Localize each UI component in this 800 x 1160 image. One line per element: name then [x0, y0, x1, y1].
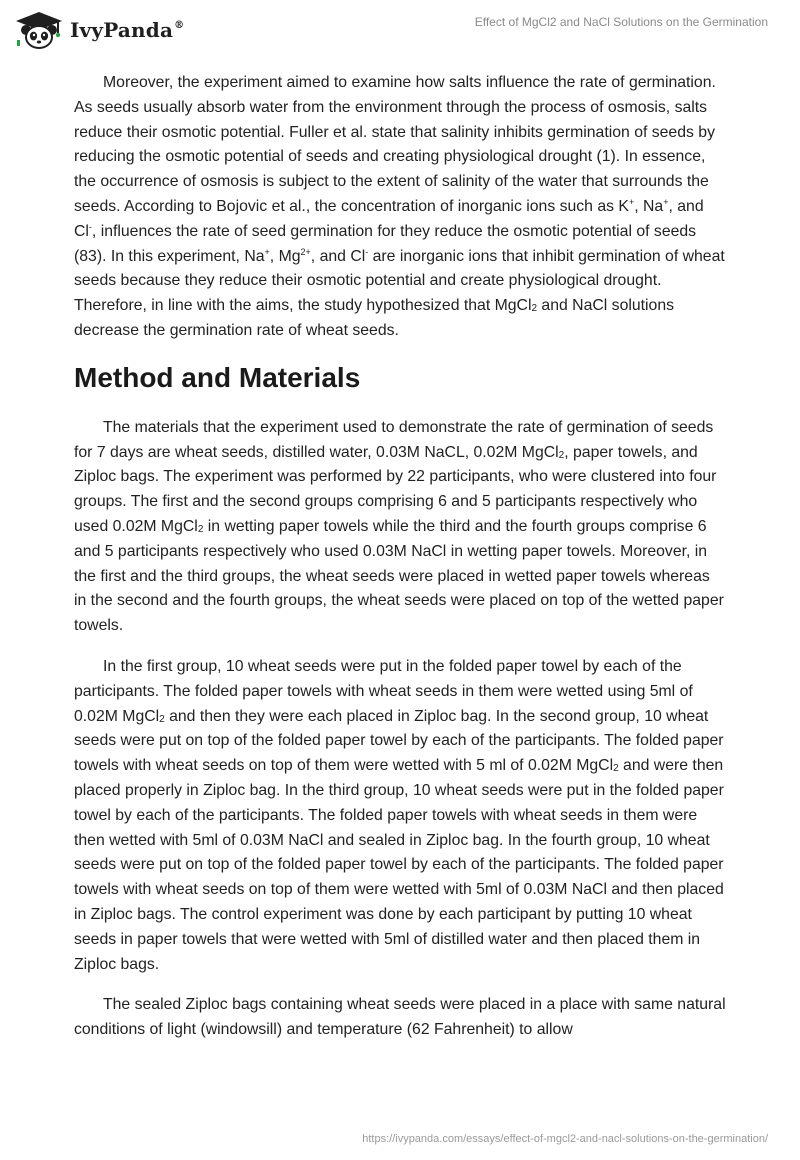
page-header — [0, 0, 800, 64]
ivypanda-logo[interactable] — [14, 10, 184, 50]
source-url[interactable]: https://ivypanda.com/essays/effect-of-mgcl2-and-nacl-solutions-on-the-germination/ — [362, 1133, 768, 1145]
paragraph-materials: The materials that the experiment used to demonstrate the rate of germination of seeds for 7 days are wheat seeds, distilled water, 0.03M NaCL, 0.02M MgCl$_2$, paper towels, and Ziploc bags. The experiment was performed by 22 participants, who were clustered into four groups. The first and the second groups comprising 6 and 5 participants respectively who used 0.02M MgCl$_2$ in wetting paper towels while the third and the fourth groups comprise 6 and 5 participants respectively who used 0.03M NaCl in wetting paper towels. Moreover, in the first and the third groups, the wheat seeds were placed in wetted paper towels whereas in the second and the fourth groups, the wheat seeds were placed on top of the wetted paper towels. — [74, 418, 724, 635]
paragraph-groups: In the first group, 10 wheat seeds were put in the folded paper towel by each of the participants. The folded paper towels with wheat seeds in them were wetted using 5ml of 0.02M MgCl$_2$ and then they were each placed in Ziploc bag. In the second group, 10 wheat seeds were put on top of the folded paper towel by each of the participants. The folded paper towels with wheat seeds on top of them were wetted with 5 ml of 0.02M MgCl$_2$ and were then placed properly in Ziploc bag. In the third group, 10 wheat seeds were put in the folded paper towel by each of the participants. The folded paper towels with wheat seeds in them were then wetted with 5ml of 0.03M NaCl and sealed in Ziploc bag. In the fourth group, 10 wheat seeds were put on top of the folded paper towel by each of the participants. The folded paper towels with wheat seeds on top of them were wetted with 5ml of 0.03M NaCl and then placed in Ziploc bags. The control experiment was done by each participant by putting 10 wheat seeds in paper towels that were wetted with 5ml of distilled water and then placed them in Ziploc bags. — [74, 657, 724, 973]
section-heading-method: Method and Materials — [74, 361, 361, 393]
panda-graduate-icon — [14, 10, 64, 50]
paragraph-conditions: The sealed Ziploc bags containing wheat seeds were placed in a place with same natural conditions of light (windowsill) and temperature (62 Fahrenheit) to allow — [74, 996, 726, 1039]
paragraph-osmosis: Moreover, the experiment aimed to examine how salts influence the rate of germination. As seeds usually absorb water from the environment through the process of osmosis, salts reduce their osmotic potential. Fuller et al. state that salinity inhibits germination of seeds by reducing the osmotic potential of seeds and creating physiological drought (1). In essence, the occurrence of osmosis is subject to the extent of salinity of the water that surrounds the seeds. According to Bojovic et al., the concentration of inorganic ions such as K+, Na+, and Cl-, influences the rate of seed germination for they reduce the osmotic potential of seeds (83). In this experiment, Na+, $Mg^{2+}$, and Cl- are inorganic ions that inhibit germination of wheat seeds because they reduce their osmotic potential and create physiological drought. Therefore, in line with the aims, the study hypothesized that MgCl$_2$ and NaCl solutions decrease the germination rate of wheat seeds. — [74, 74, 725, 339]
document-title: Effect of MgCl2 and NaCl Solutions on the Germination — [474, 15, 768, 29]
logo-wordmark: IvyPanda® — [70, 18, 185, 42]
article-body — [74, 71, 726, 1059]
